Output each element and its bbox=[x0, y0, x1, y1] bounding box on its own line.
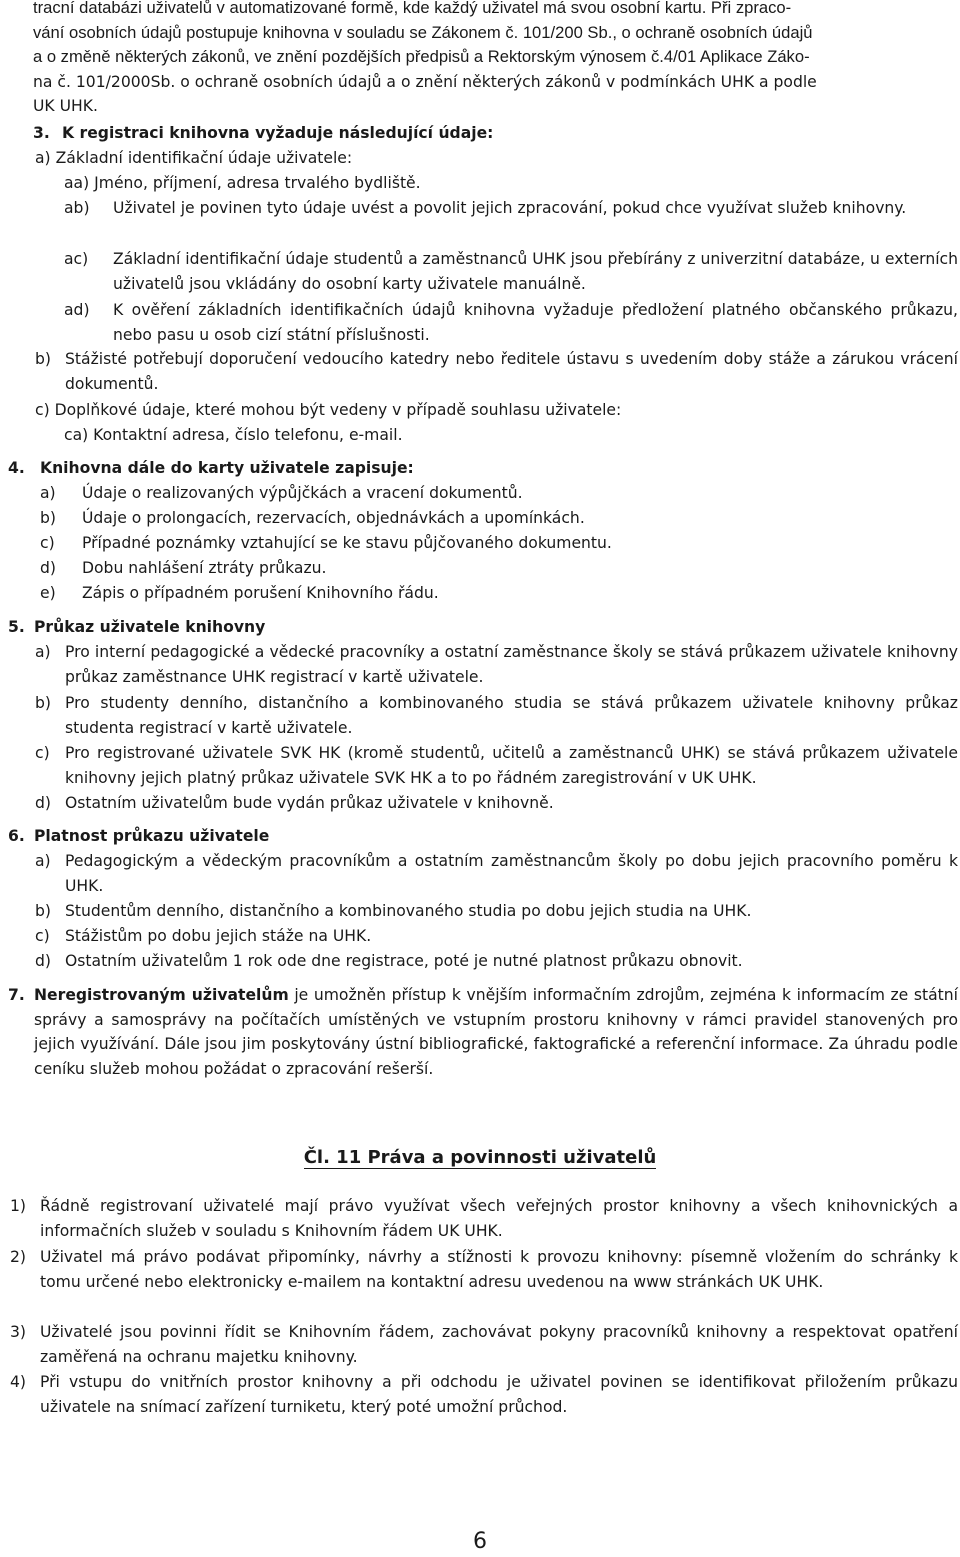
section-3-item-ca: ca) Kontaktní adresa, číslo telefonu, e-mail. bbox=[64, 426, 403, 444]
section-6-label: c) bbox=[35, 927, 50, 945]
section-3-item-b: Stážisté potřebují doporučení vedoucího katedry nebo ředitele ústavu s uvedením doby stáže a zárukou vrácení dokumentů. bbox=[65, 350, 958, 393]
chapter-item-label: 1) bbox=[10, 1197, 27, 1215]
section-3-label-ac: ac) bbox=[64, 250, 89, 268]
section-5-label: d) bbox=[35, 794, 51, 812]
section-3-item-c: c) Doplňkové údaje, které mohou být vedeny v případě souhlasu uživatele: bbox=[35, 401, 622, 419]
section-3-label-ab: ab) bbox=[64, 199, 90, 217]
section-6-item: Pedagogickým a vědeckým pracovníkům a ostatním zaměstnancům školy po dobu jejich pracovního poměru k UHK. bbox=[65, 852, 958, 895]
section-3-label-b: b) bbox=[35, 350, 51, 368]
section-6-item: Stážistům po dobu jejich stáže na UHK. bbox=[65, 927, 372, 945]
section-5-item: Ostatním uživatelům bude vydán průkaz uživatele v knihovně. bbox=[65, 794, 554, 812]
section-4-label: a) bbox=[40, 484, 56, 502]
chapter-item-label: 4) bbox=[10, 1373, 27, 1391]
section-4-number: 4. bbox=[8, 459, 25, 477]
section-4-item: Zápis o případném porušení Knihovního řádu. bbox=[82, 584, 439, 602]
intro-paragraph bbox=[33, 0, 957, 119]
section-5-label: c) bbox=[35, 744, 50, 762]
section-3-item-ac: Základní identifikační údaje studentů a zaměstnanců UHK jsou přebírány z univerzitní databáze, u externích uživatelů jsou vkládány do osobní karty uživatele manuálně. bbox=[113, 250, 958, 293]
section-5-item: Pro interní pedagogické a vědecké pracovníky a ostatní zaměstnance školy se stává průkazem uživatele knihovny průkaz zaměstnance UHK registrací v kartě uživatele. bbox=[65, 643, 958, 686]
section-4-item: Údaje o realizovaných výpůjčkách a vracení dokumentů. bbox=[82, 484, 523, 502]
section-6-title: Platnost průkazu uživatele bbox=[34, 827, 270, 845]
section-4-label: b) bbox=[40, 509, 56, 527]
section-7-number: 7. bbox=[8, 986, 25, 1004]
chapter-title bbox=[0, 1145, 960, 1171]
chapter-item: Uživatel má právo podávat připomínky, návrhy a stížnosti k provozu knihovny: písemně vložením do schránky k tomu určené nebo elektronicky e-mailem na kontaktní adresu uvedenou na www stránkách UK UHK. bbox=[40, 1248, 958, 1291]
section-5-item: Pro registrované uživatele SVK HK (kromě studentů, učitelů a zaměstnanců UHK) se stává průkazem uživatele knihovny jejich platný průkaz uživatele SVK HK a to po řádném zaregistrování v UK UHK. bbox=[65, 744, 958, 787]
chapter-item: Při vstupu do vnitřních prostor knihovny a při odchodu je uživatel povinen se identifikovat přiložením průkazu uživatele na snímací zařízení turniketu, který poté umožní průchod. bbox=[40, 1373, 958, 1416]
section-4-label: e) bbox=[40, 584, 56, 602]
section-4-title: Knihovna dále do karty uživatele zapisuje: bbox=[40, 459, 414, 477]
section-6-label: b) bbox=[35, 902, 51, 920]
section-5-label: a) bbox=[35, 643, 51, 661]
section-3-item-aa: aa) Jméno, příjmení, adresa trvalého bydliště. bbox=[64, 174, 421, 192]
section-4-item: Dobu nahlášení ztráty průkazu. bbox=[82, 559, 327, 577]
chapter-item: Řádně registrovaní uživatelé mají právo využívat všech veřejných prostor knihovny a všech knihovnických a informačních služeb v souladu s Knihovním řádem UK UHK. bbox=[40, 1197, 958, 1240]
chapter-item-label: 2) bbox=[10, 1248, 27, 1266]
section-3-item-ab: Uživatel je povinen tyto údaje uvést a povolit jejich zpracování, pokud chce využívat služeb knihovny. bbox=[113, 199, 907, 217]
intro-line: a o změně některých zákonů, ve znění pozdějších předpisů a Rektorským výnosem č.4/01 Aplikace Záko- bbox=[33, 47, 810, 66]
section-6-label: d) bbox=[35, 952, 51, 970]
section-6-item: Ostatním uživatelům 1 rok ode dne registrace, poté je nutné platnost průkazu obnovit. bbox=[65, 952, 743, 970]
section-4-item: Případné poznámky vztahující se ke stavu půjčovaného dokumentu. bbox=[82, 534, 612, 552]
section-3-item-ad: K ověření základních identifikačních údajů knihovna vyžaduje předložení platného občanského průkazu, nebo pasu u osob cizí státní příslušnosti. bbox=[113, 301, 958, 344]
page-number: 6 bbox=[473, 1529, 487, 1554]
section-5-number: 5. bbox=[8, 618, 25, 636]
section-7-paragraph bbox=[34, 983, 958, 1081]
chapter-item: Uživatelé jsou povinni řídit se Knihovním řádem, zachovávat pokyny pracovníků knihovny a respektovat opatření zaměřená na ochranu majetku knihovny. bbox=[40, 1323, 958, 1366]
section-4-label: c) bbox=[40, 534, 55, 552]
chapter-item-label: 3) bbox=[10, 1323, 27, 1341]
intro-line: na č. 101/2000Sb. o ochraně osobních údajů a o znění některých zákonů v podmínkách UHK a podle bbox=[33, 72, 817, 91]
section-7-text: je umožněn přístup k vnějším informačním zdrojům, zejména k informacím ze státní správy a samosprávy na počítačích umístěných ve vstupním prostoru knihovny v rámci pravidel stanovených pro jejich využívání. Dále jsou jim poskytovány ústní bibliografické, faktografické a referenční informace. Za úhradu podle ceníku služeb mohou požádat o zpracování rešerší. bbox=[34, 986, 958, 1078]
section-3-number: 3. bbox=[33, 124, 50, 142]
section-5-item: Pro studenty denního, distančního a kombinovaného studia se stává průkazem uživatele knihovny průkaz studenta registrací v kartě uživatele. bbox=[65, 694, 958, 737]
section-3-item-a: a) Základní identifikační údaje uživatele: bbox=[35, 149, 353, 167]
section-7-bold-lead: Neregistrovaným uživatelům bbox=[34, 986, 289, 1004]
section-6-number: 6. bbox=[8, 827, 25, 845]
section-3-label-ad: ad) bbox=[64, 301, 90, 319]
section-4-item: Údaje o prolongacích, rezervacích, objednávkách a upomínkách. bbox=[82, 509, 585, 527]
intro-line: vání osobních údajů postupuje knihovna v souladu se Zákonem č. 101/200 Sb., o ochraně osobních údajů bbox=[33, 22, 813, 42]
section-6-label: a) bbox=[35, 852, 51, 870]
section-5-label: b) bbox=[35, 694, 51, 712]
intro-line: UK UHK. bbox=[33, 97, 98, 115]
chapter-title-text: Čl. 11 Práva a povinnosti uživatelů bbox=[303, 1147, 657, 1168]
section-3-title: K registraci knihovna vyžaduje následující údaje: bbox=[62, 124, 494, 142]
intro-line: tracní databázi uživatelů v automatizované formě, kde každý uživatel má svou osobní kartu. Při zpraco- bbox=[33, 0, 792, 17]
section-6-item: Studentům denního, distančního a kombinovaného studia po dobu jejich studia na UHK. bbox=[65, 902, 752, 920]
section-4-label: d) bbox=[40, 559, 56, 577]
section-5-title: Průkaz uživatele knihovny bbox=[34, 618, 266, 636]
